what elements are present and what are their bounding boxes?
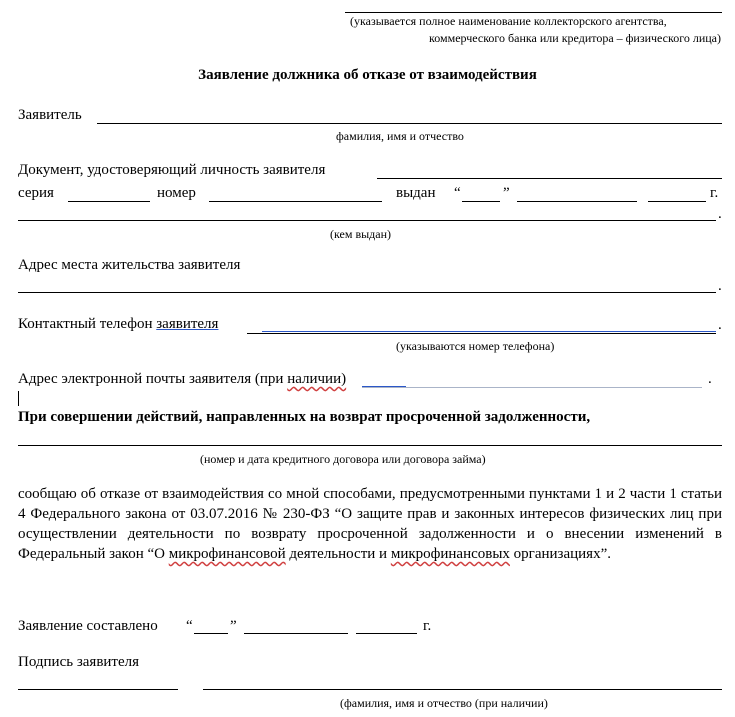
- signature-caption: (фамилия, имя и отчество (при наличии): [340, 696, 548, 710]
- issued-year-suffix: г.: [710, 185, 719, 201]
- text-cursor: [18, 391, 19, 406]
- phone-field-underline: [247, 333, 716, 334]
- composed-quote-open: “: [186, 618, 193, 634]
- address-field[interactable]: [18, 292, 716, 293]
- recipient-note-1: (указывается полное наименование коллекторского агентства,: [350, 14, 667, 28]
- recipient-note-2: коммерческого банка или кредитора – физического лица): [429, 31, 721, 45]
- phone-caption: (указываются номер телефона): [396, 339, 555, 353]
- issued-day-field[interactable]: [462, 201, 500, 202]
- signature-label: Подпись заявителя: [18, 654, 140, 670]
- issued-year-field[interactable]: [648, 201, 706, 202]
- signature-field[interactable]: [18, 689, 178, 690]
- series-label: серия: [18, 185, 54, 201]
- number-field[interactable]: [209, 201, 382, 202]
- composed-label: Заявление составлено: [18, 618, 158, 634]
- issued-by-field[interactable]: [18, 220, 716, 221]
- loan-agreement-field[interactable]: [18, 445, 722, 446]
- action-text: При совершении действий, направленных на возврат просроченной задолженности,: [18, 409, 591, 425]
- refusal-text-2: деятельности и: [289, 546, 388, 562]
- recipient-line: [345, 12, 722, 13]
- issued-quote-open: “: [454, 185, 461, 201]
- email-field[interactable]: [362, 387, 702, 388]
- refusal-text-1: сообщаю об отказе от взаимодействия со мной способами, предусмотренными пунктами 1 и 2 части 1 статьи 4 Федерального закона от 03.07.2016 № 230-ФЗ “О защите прав и законных интересов физических лиц при осуществлении деятельности по возврату просроченной задолженности и о внесении изменений в Федеральный закон “О: [18, 486, 722, 562]
- address-label: Адрес места жительства заявителя: [18, 257, 241, 273]
- applicant-name-field[interactable]: [97, 123, 722, 124]
- email-period: .: [708, 371, 712, 387]
- number-label: номер: [157, 185, 196, 201]
- document-label: Документ, удостоверяющий личность заявителя: [18, 162, 326, 178]
- refusal-text-3: организациях”.: [513, 546, 611, 562]
- phone-label-underlined: заявителя: [156, 316, 219, 332]
- email-field-accent: [362, 386, 406, 387]
- document-type-field[interactable]: [377, 178, 722, 179]
- issued-quote-close: ”: [503, 185, 510, 201]
- document-title: Заявление должника об отказе от взаимодействия: [198, 67, 537, 83]
- composed-day-field[interactable]: [194, 633, 228, 634]
- phone-label-text: Контактный телефон: [18, 316, 153, 332]
- composed-year-field[interactable]: [356, 633, 417, 634]
- series-field[interactable]: [68, 201, 150, 202]
- email-label: [18, 371, 346, 388]
- applicant-label: Заявитель: [18, 107, 82, 123]
- address-period: .: [718, 278, 722, 294]
- issued-label: выдан: [396, 185, 436, 201]
- loan-agreement-caption: (номер и дата кредитного договора или договора займа): [200, 452, 486, 466]
- phone-label: [18, 316, 218, 333]
- composed-month-field[interactable]: [244, 633, 348, 634]
- signature-name-field[interactable]: [203, 689, 722, 690]
- composed-quote-close: ”: [230, 618, 237, 634]
- phone-field[interactable]: [262, 331, 716, 332]
- applicant-caption: фамилия, имя и отчество: [336, 129, 464, 143]
- issued-by-caption: (кем выдан): [330, 227, 392, 241]
- composed-year-suffix: г.: [423, 618, 432, 634]
- refusal-paragraph: [18, 484, 722, 564]
- issued-month-field[interactable]: [517, 201, 637, 202]
- phone-period: .: [718, 317, 722, 333]
- email-label-wavy: наличии): [287, 371, 347, 387]
- refusal-wavy-1: микрофинансовой: [168, 546, 286, 562]
- email-label-text: Адрес электронной почты заявителя (при: [18, 371, 284, 387]
- issued-by-period: .: [718, 206, 722, 222]
- refusal-wavy-2: микрофинансовых: [390, 546, 510, 562]
